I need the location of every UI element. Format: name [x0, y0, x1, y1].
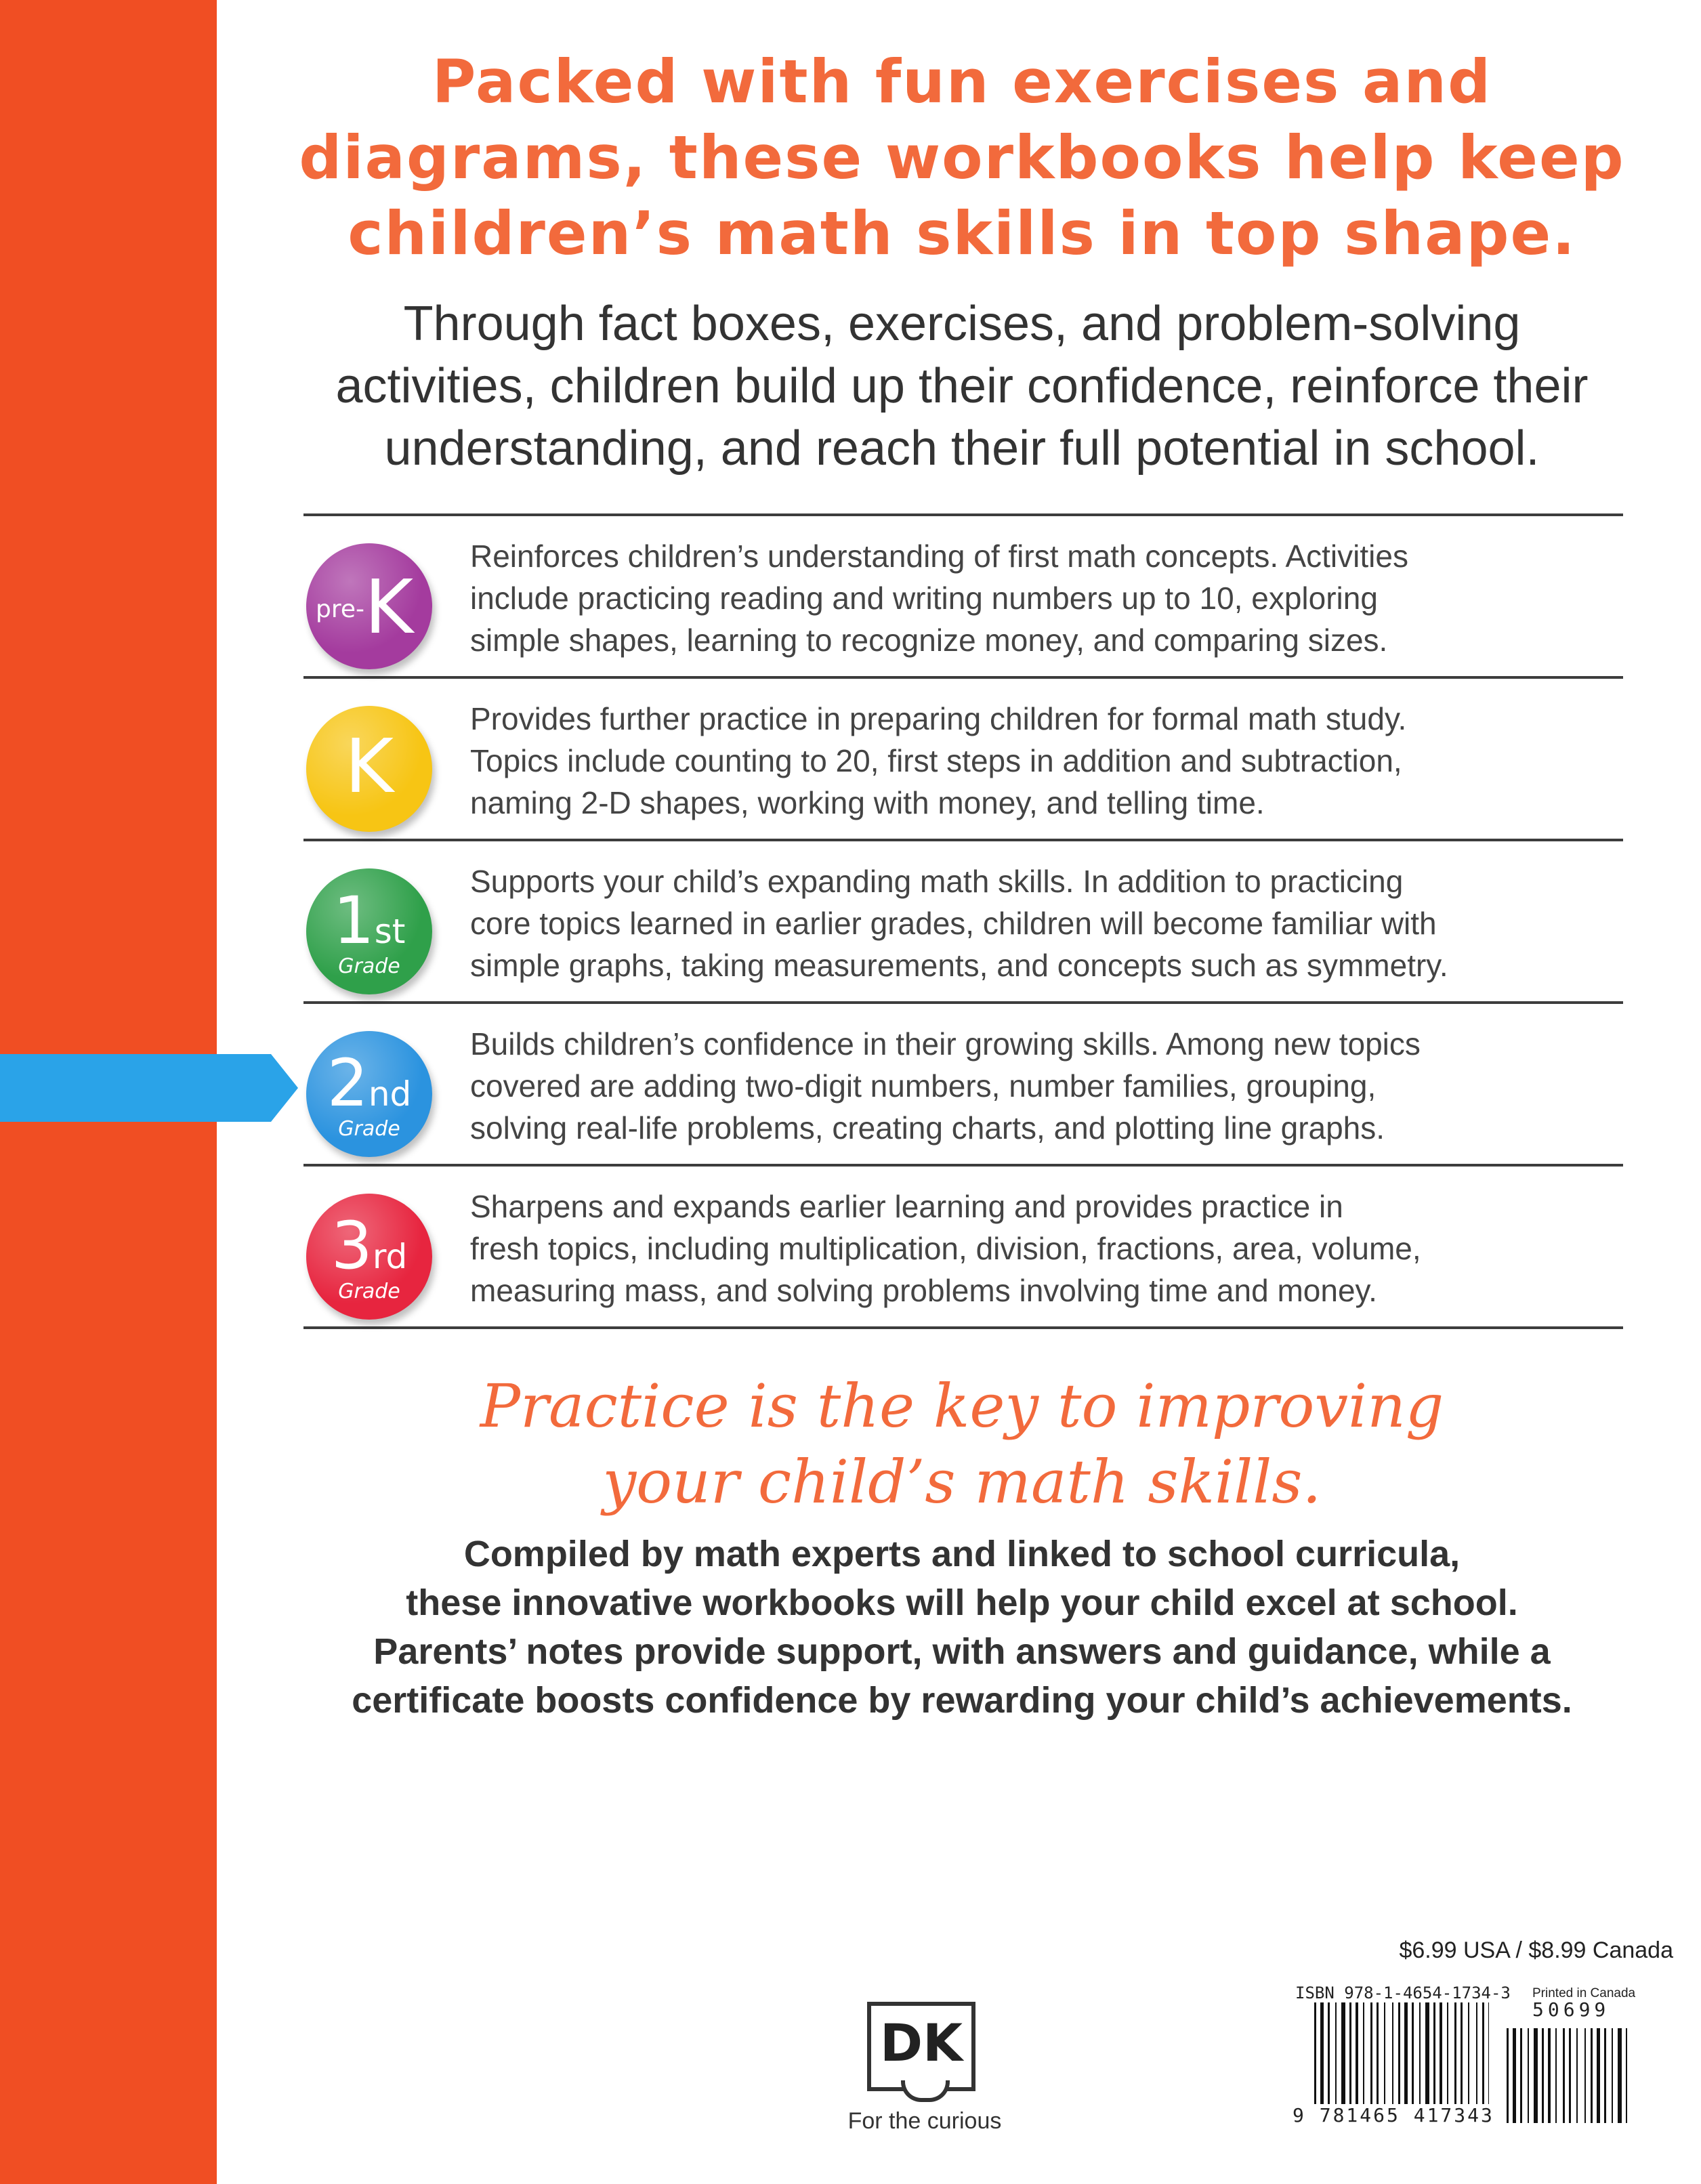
grade-description [470, 860, 1622, 986]
barcode-bar [1597, 2028, 1600, 2123]
isbn-label: ISBN 978-1-4654-1734-3 [1295, 1983, 1511, 2002]
price-barcode [1507, 2028, 1627, 2123]
intro-line-1: Through fact boxes, exercises, and problem-solving [403, 297, 1521, 351]
barcode-bar [1569, 2028, 1571, 2123]
badge-suffix: st [374, 912, 406, 951]
description-line: Supports your child’s expanding math skills. In addition to practicing [470, 864, 1404, 899]
printed-in-label: Printed in Canada [1532, 1986, 1636, 2000]
intro-line-3: understanding, and reach their full potential in school. [384, 421, 1540, 476]
description-line: Builds children’s confidence in their growing skills. Among new topics [470, 1026, 1421, 1062]
barcode-bar [1591, 2028, 1593, 2123]
description-line: covered are adding two-digit numbers, number families, grouping, [470, 1068, 1377, 1104]
badge-number: 2 [327, 1045, 369, 1121]
closing-line-1: Compiled by math experts and linked to school curricula, [463, 1534, 1461, 1574]
barcode-bar [1513, 2028, 1516, 2123]
badge-suffix: rd [372, 1237, 408, 1276]
grade-row-1st [303, 841, 1623, 1001]
badge-number: 3 [331, 1208, 373, 1284]
barcode-bar [1563, 2028, 1565, 2123]
headline-line-1: Packed with fun exercises and [432, 47, 1492, 117]
barcode-bar [1626, 2028, 1627, 2123]
dk-logo [867, 2002, 975, 2091]
barcode-bar [1520, 2028, 1522, 2123]
2nd-grade-badge [306, 1031, 432, 1157]
headline-line-3: children’s math skills in top shape. [348, 198, 1576, 268]
description-line: Provides further practice in preparing children for formal math study. [470, 701, 1407, 736]
barcode-addon-number: 50699 [1532, 1998, 1610, 2021]
barcode-bar [1534, 2028, 1538, 2123]
description-line: Sharpens and expands earlier learning and provides practice in [470, 1189, 1343, 1224]
headline-line-2: diagrams, these workbooks help keep [299, 123, 1625, 192]
barcode-bar [1576, 2028, 1578, 2123]
badge-number: 1 [333, 883, 375, 959]
closing-line-3: Parents’ notes provide support, with answers and guidance, while a [373, 1631, 1551, 1672]
closing-paragraph [271, 1530, 1653, 1725]
description-line: Topics include counting to 20, first steps in addition and subtraction, [470, 743, 1402, 778]
badge-grade-label: Grade [338, 954, 400, 978]
description-line: fresh topics, including multiplication, division, fractions, area, volume, [470, 1231, 1421, 1266]
tagline-line-1: Practice is the key to improving [480, 1371, 1444, 1441]
description-line: simple graphs, taking measurements, and concepts such as symmetry. [470, 948, 1448, 983]
closing-line-4: certificate boosts confidence by rewarding your child’s achievements. [352, 1680, 1572, 1721]
grade-row-prek [303, 516, 1623, 676]
3rd-grade-badge [306, 1194, 432, 1320]
grade-description [470, 1185, 1622, 1311]
grade-description [470, 1023, 1622, 1149]
description-line: naming 2-D shapes, working with money, and telling time. [470, 785, 1265, 820]
barcode-bar [1618, 2028, 1622, 2123]
barcode-bar [1542, 2028, 1544, 2123]
price-label: $6.99 USA / $8.99 Canada [1399, 1937, 1673, 1963]
headline [244, 44, 1680, 272]
badge-grade-label: Grade [338, 1280, 400, 1303]
description-line: include practicing reading and writing numbers up to 10, exploring [470, 581, 1378, 616]
open-book-icon [901, 2080, 950, 2102]
k-badge [306, 706, 432, 832]
grade-description [470, 535, 1622, 661]
description-line: Reinforces children’s understanding of first math concepts. Activities [470, 539, 1408, 574]
closing-line-2: these innovative workbooks will help your child excel at school. [406, 1582, 1518, 1623]
divider-rule [303, 1326, 1623, 1329]
barcode-bar [1507, 2028, 1509, 2123]
badge-grade-label: Grade [338, 1117, 400, 1141]
badge-pre-label: pre- [316, 595, 364, 623]
prek-badge [306, 543, 432, 669]
grade-row-2nd [303, 1004, 1623, 1164]
description-line: core topics learned in earlier grades, children will become familiar with [470, 906, 1437, 941]
grade-description [470, 698, 1622, 824]
description-line: simple shapes, learning to recognize money, and comparing sizes. [470, 623, 1388, 658]
1st-grade-badge [306, 868, 432, 994]
badge-main-label: K [364, 564, 414, 650]
barcode-bar [1584, 2028, 1586, 2123]
intro-paragraph [244, 293, 1680, 480]
barcode-bar [1612, 2028, 1613, 2123]
publisher-tagline: For the curious [847, 2108, 1002, 2134]
tagline-line-2: your child’s math skills. [602, 1447, 1322, 1517]
badge-suffix: nd [368, 1074, 412, 1114]
practice-tagline [379, 1368, 1545, 1520]
badge-main-label: K [344, 723, 394, 810]
barcode-bar [1548, 2028, 1551, 2123]
grade-row-3rd [303, 1167, 1623, 1326]
grade-row-k [303, 679, 1623, 839]
description-line: measuring mass, and solving problems involving time and money. [470, 1273, 1377, 1308]
intro-line-2: activities, children build up their confidence, reinforce their [335, 359, 1589, 413]
description-line: solving real-life problems, creating charts, and plotting line graphs. [470, 1110, 1385, 1146]
dk-logo-text: DK [880, 2013, 963, 2073]
current-grade-arrow [0, 1054, 298, 1122]
barcode-number: 9 781465 417343 [1293, 2104, 1494, 2126]
barcode-bar [1528, 2028, 1529, 2123]
barcode-bar [1555, 2028, 1557, 2123]
barcode-bar [1604, 2028, 1606, 2123]
